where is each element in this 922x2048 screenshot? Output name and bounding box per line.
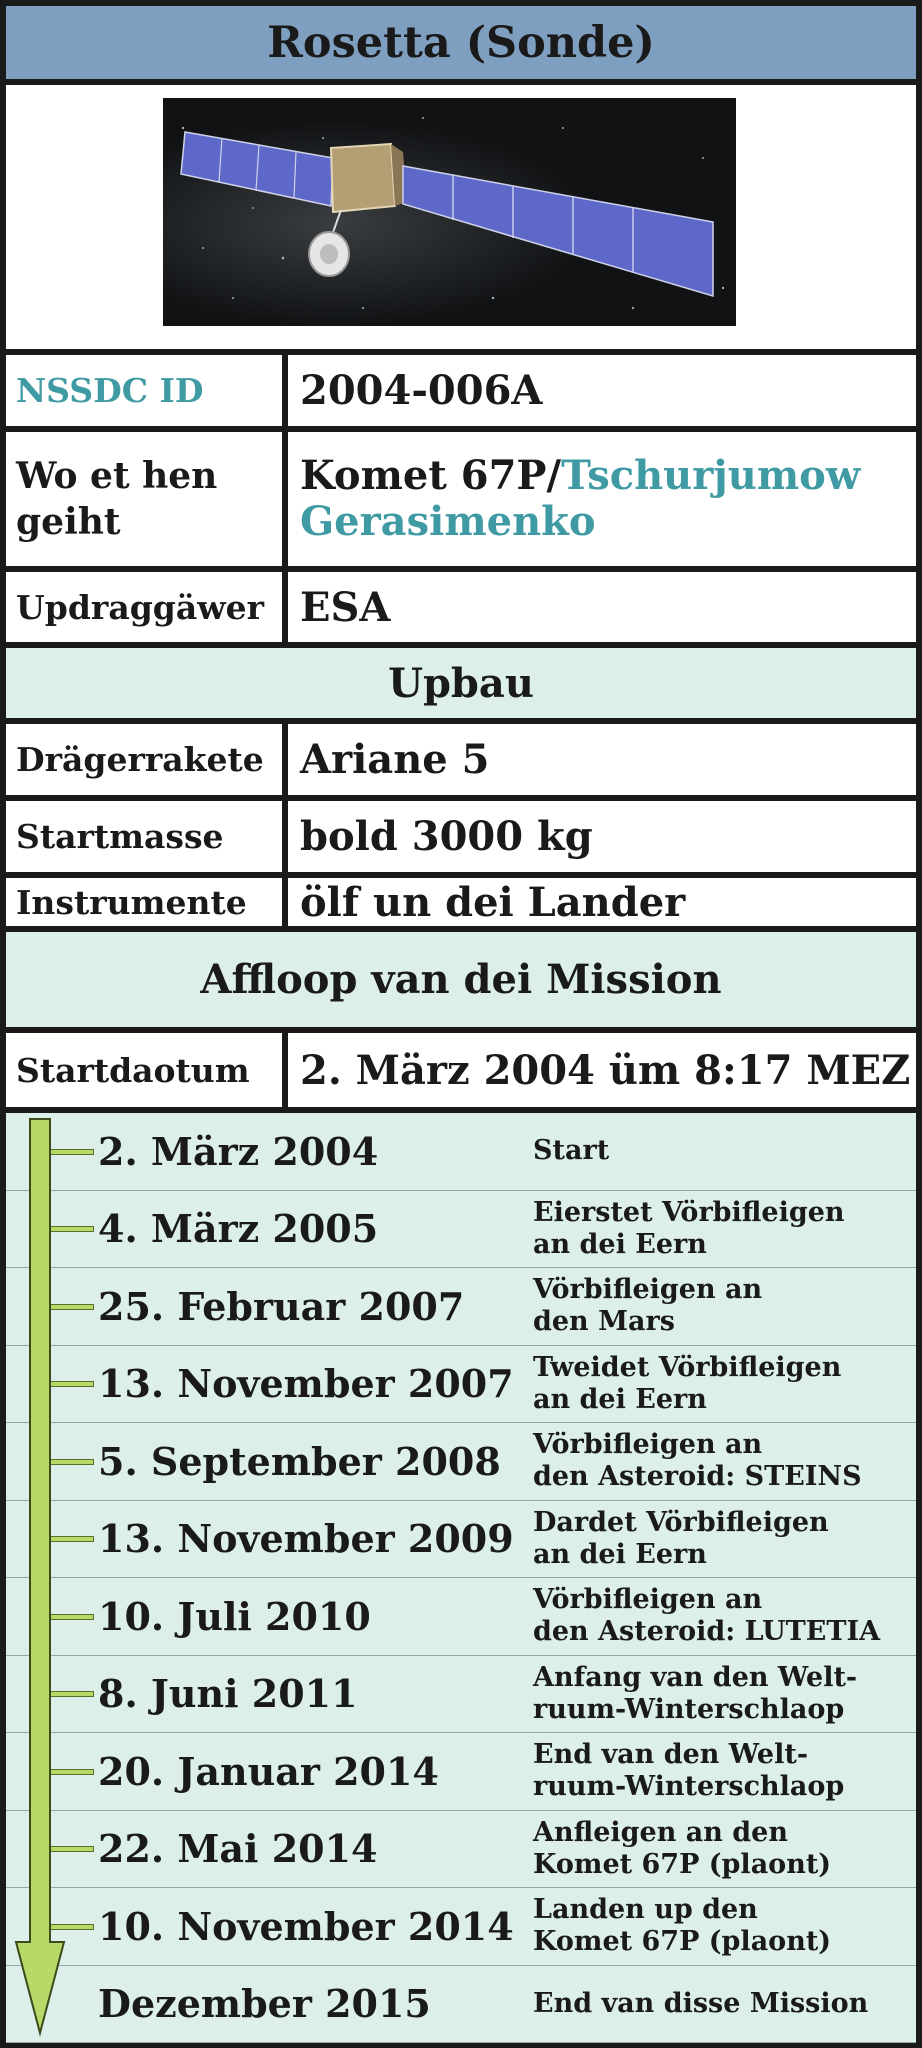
timeline-event-line1: Vörbifleigen an [533,1429,763,1461]
timeline-event-line1: Anfleigen an den [533,1816,788,1848]
timeline-event-line1: Vörbifleigen an [533,1274,763,1306]
timeline-date: 13. November 2007 [98,1361,514,1407]
target-link-2[interactable]: Gerasimenko [300,498,596,545]
timeline-event-line2: den Asteroid: LUTETIA [533,1616,881,1648]
build-row-rocket [6,724,916,795]
timeline-arrow [6,1113,916,2042]
timeline-date: 2. März 2004 [98,1128,379,1174]
timeline-event-line1: Dardet Vörbifleigen [533,1506,829,1538]
spacecraft-illustration [163,98,736,326]
spacecraft-image[interactable] [163,98,736,326]
target-value-line1 [300,453,860,499]
timeline-event-line2: an dei Eern [533,1383,707,1415]
nssdc-label[interactable]: NSSDC ID [6,355,282,426]
target-label [6,432,282,566]
timeline-date: 5. September 2008 [98,1438,501,1484]
timeline-date: 13. November 2009 [98,1516,514,1562]
timeline-event-line2: den Mars [533,1306,675,1338]
title-row [6,6,916,79]
launch-row [6,1033,916,1107]
timeline-event-line1: Vörbifleigen an [533,1584,763,1616]
timeline-event-line2: an dei Eern [533,1228,707,1260]
rocket-label: Drägerrakete [6,724,282,795]
timeline-event-line1: Anfang van den Welt- [533,1661,858,1693]
timeline-event-line1: Landen up den [533,1894,758,1926]
target-link-1[interactable]: Tschurjumow [561,452,861,499]
launch-value: 2. März 2004 üm 8:17 MEZ [288,1033,916,1107]
target-value [288,432,916,566]
timeline-event-line1: End van disse Mission [533,1987,869,2019]
nssdc-value: 2004-006A [288,355,916,426]
timeline-event-line2: Komet 67P (plaont) [533,1926,832,1958]
mass-value: bold 3000 kg [288,801,916,872]
client-label: Updraggäwer [6,572,282,642]
timeline-date: 10. November 2014 [98,1903,514,1949]
section-mission-row [6,932,916,1027]
target-label-line2: geiht [16,501,121,543]
image-row [6,85,916,349]
timeline-event-line2: Komet 67P (plaont) [533,1848,832,1880]
info-row-client [6,572,916,642]
timeline-event-line2: an dei Eern [533,1538,707,1570]
timeline-event-line1: Tweidet Vörbifleigen [533,1351,842,1383]
timeline-date: Dezember 2015 [98,1981,431,2027]
timeline-event-line2: ruum-Winterschlaop [533,1771,845,1803]
timeline-date: 22. Mai 2014 [98,1826,378,1872]
section-build-row [6,648,916,718]
launch-label: Startdaotum [6,1033,282,1107]
infobox-title: Rosetta (Sonde) [6,6,916,79]
mass-label: Startmasse [6,801,282,872]
timeline-date: 4. März 2005 [98,1206,379,1252]
build-row-mass [6,801,916,872]
info-row-nssdc [6,355,916,426]
instruments-value: ölf un dei Lander [288,878,916,926]
timeline-event-line2: ruum-Winterschlaop [533,1693,845,1725]
timeline-event-line1: End van den Welt- [533,1739,809,1771]
mission-timeline [6,1113,916,2042]
target-prefix: Komet 67P/ [300,452,562,499]
timeline-date: 20. Januar 2014 [98,1748,439,1794]
timeline-date: 8. Juni 2011 [98,1671,358,1717]
section-build-heading: Upbau [6,648,916,718]
timeline-event-line2: den Asteroid: STEINS [533,1461,862,1493]
timeline-date: 10. Juli 2010 [98,1593,371,1639]
target-label-line1: Wo et hen [16,455,218,497]
image-cell [6,85,916,349]
instruments-label: Instrumente [6,878,282,926]
section-mission-heading: Affloop van dei Mission [6,932,916,1027]
build-row-instruments [6,878,916,926]
timeline-event-line1: Eierstet Vörbifleigen [533,1196,845,1228]
timeline-date: 25. Februar 2007 [98,1283,465,1329]
client-value: ESA [288,572,916,642]
info-row-target [6,432,916,566]
rocket-value: Ariane 5 [288,724,916,795]
timeline-event-line1: Start [533,1135,610,1167]
